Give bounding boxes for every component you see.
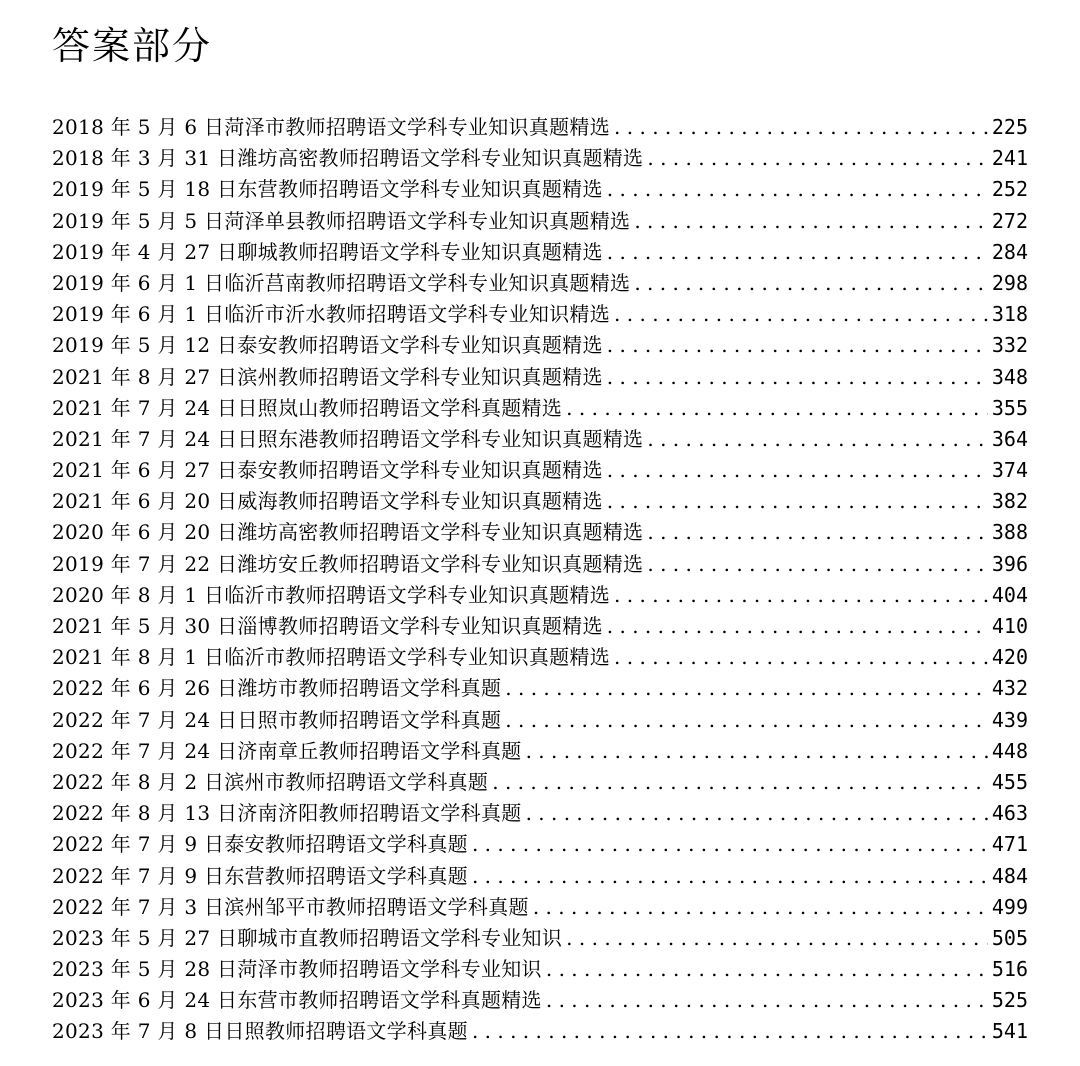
toc-page-number: 471 [991, 832, 1028, 857]
toc-dot-leader [472, 829, 988, 860]
toc-entry-title: 2022 年 7 月 24 日济南章丘教师招聘语文学科真题 [52, 738, 522, 763]
toc-entry[interactable] [52, 143, 1028, 174]
toc-entry[interactable] [52, 767, 1028, 798]
toc-entry[interactable] [52, 206, 1028, 237]
toc-page-number: 298 [991, 270, 1028, 295]
toc-page-number: 355 [991, 395, 1028, 420]
toc-dot-leader [505, 705, 988, 736]
toc-entry-title: 2018 年 5 月 6 日菏泽市教师招聘语文学科专业知识真题精选 [52, 115, 611, 139]
toc-dot-leader [607, 362, 988, 393]
toc-dot-leader [607, 611, 988, 642]
toc-entry[interactable] [52, 892, 1028, 923]
toc-entry-title: 2019 年 6 月 1 日临沂市沂水教师招聘语文学科专业知识精选 [52, 302, 611, 327]
toc-dot-leader [566, 923, 988, 954]
toc-dot-leader [505, 673, 988, 704]
toc-dot-leader [647, 517, 988, 548]
toc-dot-leader [647, 143, 988, 174]
toc-dot-leader [614, 642, 988, 673]
table-of-contents [52, 112, 1028, 1048]
toc-dot-leader [614, 580, 988, 611]
toc-page-number: 252 [991, 177, 1028, 202]
toc-dot-leader [647, 549, 988, 580]
toc-dot-leader [526, 798, 988, 829]
toc-entry-title: 2019 年 6 月 1 日临沂莒南教师招聘语文学科专业知识真题精选 [52, 270, 631, 295]
toc-entry-title: 2022 年 7 月 9 日东营教师招聘语文学科真题 [52, 863, 468, 888]
toc-page-number: 272 [991, 208, 1028, 233]
toc-page-number: 420 [991, 645, 1028, 670]
toc-dot-leader [607, 455, 988, 486]
toc-entry[interactable] [52, 299, 1028, 330]
toc-entry[interactable] [52, 705, 1028, 736]
toc-dot-leader [472, 1016, 988, 1047]
toc-entry[interactable] [52, 549, 1028, 580]
toc-entry-title: 2022 年 8 月 2 日滨州市教师招聘语文学科真题 [52, 769, 489, 794]
toc-entry[interactable] [52, 268, 1028, 299]
toc-dot-leader [614, 299, 988, 330]
toc-page-number: 455 [991, 769, 1028, 794]
toc-entry[interactable] [52, 393, 1028, 424]
toc-entry-title: 2020 年 6 月 20 日潍坊高密教师招聘语文学科专业知识真题精选 [52, 520, 644, 545]
toc-page-number: 516 [991, 957, 1028, 982]
toc-dot-leader [546, 954, 988, 985]
toc-entry[interactable] [52, 455, 1028, 486]
toc-entry[interactable] [52, 954, 1028, 985]
toc-page-number: 241 [991, 146, 1028, 171]
toc-page-number: 382 [991, 489, 1028, 514]
toc-entry-title: 2021 年 8 月 27 日滨州教师招聘语文学科专业知识真题精选 [52, 364, 603, 389]
toc-page-number: 332 [991, 333, 1028, 358]
toc-dot-leader [492, 767, 988, 798]
toc-page-number: 541 [991, 1019, 1028, 1044]
toc-dot-leader [647, 424, 988, 455]
toc-entry[interactable] [52, 112, 1028, 143]
toc-entry[interactable] [52, 517, 1028, 548]
toc-entry-title: 2021 年 7 月 24 日日照东港教师招聘语文学科专业知识真题精选 [52, 426, 644, 451]
toc-entry[interactable] [52, 580, 1028, 611]
toc-entry[interactable] [52, 923, 1028, 954]
toc-page-number: 225 [991, 115, 1028, 139]
toc-entry[interactable] [52, 362, 1028, 393]
toc-page-number: 284 [991, 239, 1028, 264]
toc-entry-title: 2022 年 6 月 26 日潍坊市教师招聘语文学科真题 [52, 676, 502, 701]
toc-entry[interactable] [52, 985, 1028, 1016]
toc-entry-title: 2022 年 7 月 24 日日照市教师招聘语文学科真题 [52, 707, 502, 732]
toc-page-number: 364 [991, 426, 1028, 451]
toc-page-number: 348 [991, 364, 1028, 389]
toc-entry[interactable] [52, 330, 1028, 361]
toc-entry-title: 2021 年 7 月 24 日日照岚山教师招聘语文学科真题精选 [52, 395, 563, 420]
toc-entry-title: 2019 年 5 月 18 日东营教师招聘语文学科专业知识真题精选 [52, 177, 603, 202]
toc-page-number: 374 [991, 458, 1028, 483]
toc-entry-title: 2021 年 5 月 30 日淄博教师招聘语文学科专业知识真题精选 [52, 614, 603, 638]
toc-entry-title: 2020 年 8 月 1 日临沂市教师招聘语文学科专业知识真题精选 [52, 582, 611, 607]
toc-entry-title: 2019 年 7 月 22 日潍坊安丘教师招聘语文学科专业知识真题精选 [52, 551, 644, 576]
toc-entry[interactable] [52, 424, 1028, 455]
toc-entry[interactable] [52, 642, 1028, 673]
toc-entry-title: 2022 年 7 月 9 日泰安教师招聘语文学科真题 [52, 832, 468, 857]
toc-entry-title: 2021 年 6 月 20 日威海教师招聘语文学科专业知识真题精选 [52, 489, 603, 514]
toc-page-number: 448 [991, 738, 1028, 763]
toc-dot-leader [607, 486, 988, 517]
toc-dot-leader [607, 330, 988, 361]
toc-dot-leader [607, 174, 988, 205]
toc-dot-leader [614, 112, 988, 143]
toc-entry[interactable] [52, 1016, 1028, 1047]
toc-entry-title: 2019 年 5 月 12 日泰安教师招聘语文学科专业知识真题精选 [52, 333, 603, 358]
toc-entry-title: 2023 年 5 月 27 日聊城市直教师招聘语文学科专业知识 [52, 925, 563, 950]
toc-dot-leader [526, 736, 988, 767]
toc-page-number: 432 [991, 676, 1028, 701]
toc-page-number: 404 [991, 582, 1028, 607]
toc-entry[interactable] [52, 611, 1028, 642]
toc-entry-title: 2023 年 5 月 28 日菏泽市教师招聘语文学科专业知识 [52, 957, 542, 982]
toc-dot-leader [472, 861, 988, 892]
toc-dot-leader [634, 206, 988, 237]
toc-page-number: 439 [991, 707, 1028, 732]
toc-dot-leader [634, 268, 988, 299]
toc-page-number: 388 [991, 520, 1028, 545]
toc-dot-leader [546, 985, 988, 1016]
toc-entry[interactable] [52, 174, 1028, 205]
toc-page-number: 484 [991, 863, 1028, 888]
toc-entry-title: 2023 年 6 月 24 日东营市教师招聘语文学科真题精选 [52, 988, 542, 1013]
toc-entry[interactable] [52, 673, 1028, 704]
toc-entry[interactable] [52, 736, 1028, 767]
toc-entry-title: 2022 年 7 月 3 日滨州邹平市教师招聘语文学科真题 [52, 894, 529, 919]
toc-entry-title: 2021 年 8 月 1 日临沂市教师招聘语文学科专业知识真题精选 [52, 645, 611, 670]
toc-dot-leader [566, 393, 988, 424]
page-title: 答案部分 [52, 24, 213, 68]
toc-page-number: 525 [991, 988, 1028, 1013]
toc-entry[interactable] [52, 861, 1028, 892]
toc-page-number: 410 [991, 614, 1028, 638]
toc-page-number: 318 [991, 302, 1028, 327]
toc-entry-title: 2022 年 8 月 13 日济南济阳教师招聘语文学科真题 [52, 801, 522, 826]
toc-entry[interactable] [52, 829, 1028, 860]
toc-entry-title: 2021 年 6 月 27 日泰安教师招聘语文学科专业知识真题精选 [52, 458, 603, 483]
toc-entry[interactable] [52, 486, 1028, 517]
toc-dot-leader [607, 237, 988, 268]
toc-entry-title: 2018 年 3 月 31 日潍坊高密教师招聘语文学科专业知识真题精选 [52, 146, 644, 171]
toc-entry[interactable] [52, 798, 1028, 829]
toc-dot-leader [533, 892, 988, 923]
toc-entry[interactable] [52, 237, 1028, 268]
toc-entry-title: 2019 年 4 月 27 日聊城教师招聘语文学科专业知识真题精选 [52, 239, 603, 264]
toc-page-number: 505 [991, 925, 1028, 950]
toc-page-number: 499 [991, 894, 1028, 919]
toc-entry-title: 2019 年 5 月 5 日菏泽单县教师招聘语文学科专业知识真题精选 [52, 208, 631, 233]
toc-entry-title: 2023 年 7 月 8 日日照教师招聘语文学科真题 [52, 1019, 468, 1044]
toc-page-number: 463 [991, 801, 1028, 826]
toc-page-number: 396 [991, 551, 1028, 576]
